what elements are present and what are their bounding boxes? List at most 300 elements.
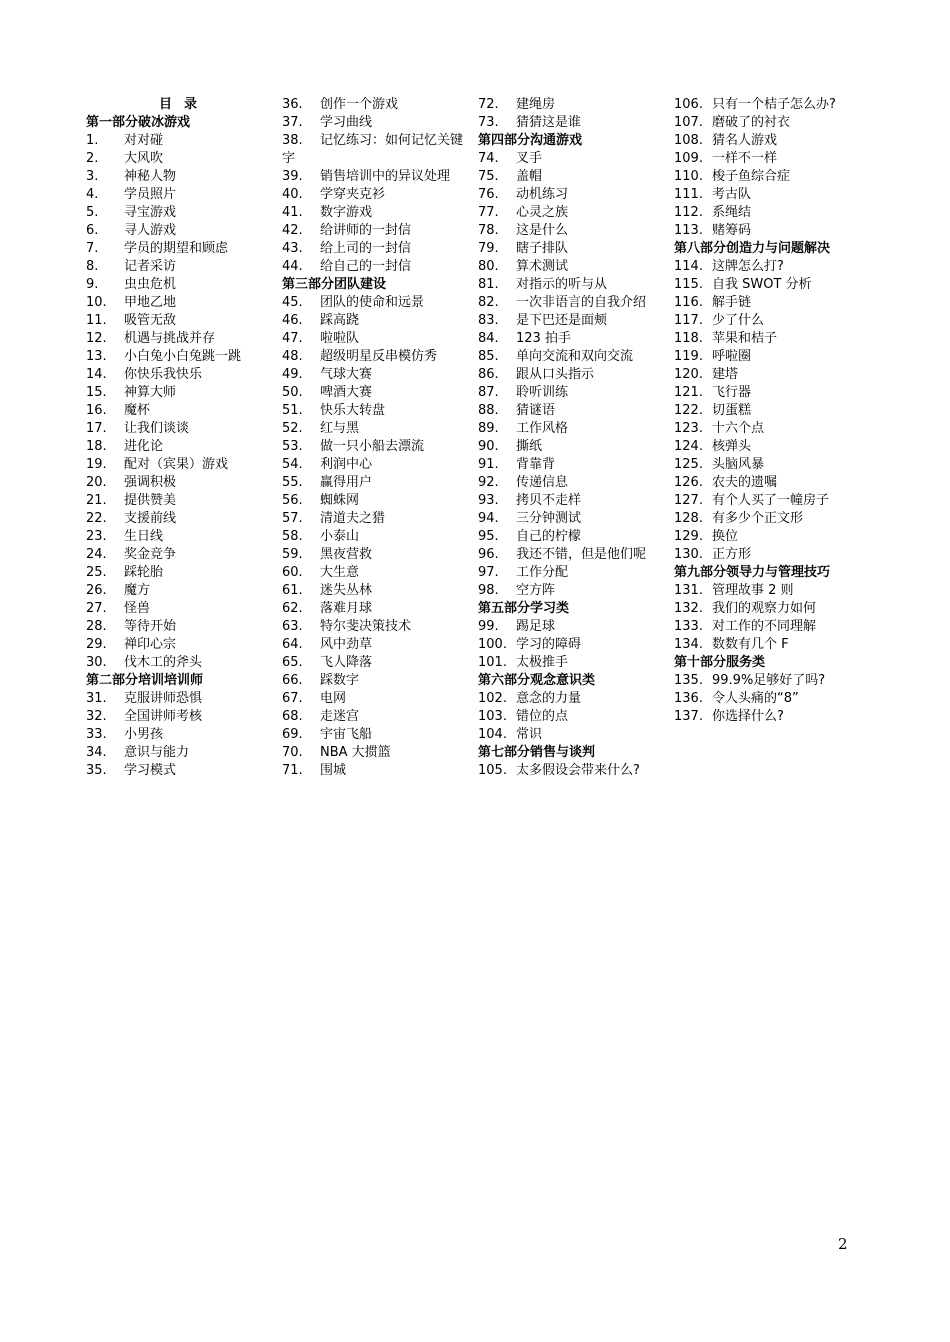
toc-item-label: 工作风格 <box>516 421 569 436</box>
toc-item-number: 62. <box>282 601 303 616</box>
toc-item-number: 10. <box>86 295 107 310</box>
page-number: 2 <box>838 1235 848 1253</box>
toc-item <box>86 564 282 582</box>
toc-item-number: 108. <box>674 133 703 148</box>
toc-item-number: 116. <box>674 295 703 310</box>
toc-item-label: 赌筹码 <box>712 223 752 238</box>
toc-item-label: 少了什么 <box>712 313 765 328</box>
toc-item <box>282 186 478 204</box>
toc-item-number: 104. <box>478 727 507 742</box>
toc-item <box>674 582 870 600</box>
toc-item-label: 你快乐我快乐 <box>124 367 203 382</box>
toc-item-number: 65. <box>282 655 303 670</box>
toc-item-label: 赢得用户 <box>320 475 373 490</box>
toc-item <box>478 186 674 204</box>
toc-item-label: 有个人买了一幢房子 <box>712 493 830 508</box>
toc-item <box>282 474 478 492</box>
toc-item-label: 禅印心宗 <box>124 637 177 652</box>
toc-item <box>674 474 870 492</box>
toc-item-number: 40. <box>282 187 303 202</box>
toc-item-number: 61. <box>282 583 303 598</box>
toc-item <box>478 474 674 492</box>
toc-item-label: 让我们谈谈 <box>124 421 190 436</box>
toc-title: 目录 <box>158 97 209 112</box>
toc-item <box>86 474 282 492</box>
toc-item-label: 神算大师 <box>124 385 177 400</box>
toc-item <box>86 276 282 294</box>
toc-item-label: 团队的使命和远景 <box>320 295 425 310</box>
toc-item <box>282 582 478 600</box>
toc-item-number: 37. <box>282 115 303 130</box>
toc-item-label: 全国讲师考核 <box>124 709 203 724</box>
toc-item-label: 只有一个桔子怎么办? <box>712 97 836 112</box>
toc-item <box>674 276 870 294</box>
toc-item-number: 39. <box>282 169 303 184</box>
toc-item <box>478 546 674 564</box>
toc-item <box>282 744 478 762</box>
toc-item-number: 70. <box>282 745 303 760</box>
toc-item <box>282 456 478 474</box>
toc-item-number: 47. <box>282 331 303 346</box>
toc-item <box>282 258 478 276</box>
toc-item-number: 79. <box>478 241 499 256</box>
toc-item <box>86 744 282 762</box>
toc-item-label: 梭子鱼综合症 <box>712 169 791 184</box>
toc-item-number: 53. <box>282 439 303 454</box>
toc-item-number: 1. <box>86 133 99 148</box>
toc-item <box>86 492 282 510</box>
toc-item-label: 进化论 <box>124 439 164 454</box>
toc-item <box>86 420 282 438</box>
toc-item-label: 提供赞美 <box>124 493 177 508</box>
toc-item-number: 73. <box>478 115 499 130</box>
toc-item-number: 95. <box>478 529 499 544</box>
toc-item-label: 魔杯 <box>124 403 151 418</box>
toc-section-heading: 第九部分领导力与管理技巧 <box>674 565 831 580</box>
toc-item-number: 7. <box>86 241 99 256</box>
toc-item <box>86 438 282 456</box>
toc-section-heading: 第十部分服务类 <box>674 655 766 670</box>
toc-item-number: 42. <box>282 223 303 238</box>
toc-item <box>478 654 674 672</box>
toc-item-label: 学习模式 <box>124 763 177 778</box>
toc-item-label: 对工作的不同理解 <box>712 619 817 634</box>
toc-item-label: 数字游戏 <box>320 205 373 220</box>
toc-item <box>282 204 478 222</box>
toc-item <box>478 294 674 312</box>
toc-item-number: 111. <box>674 187 703 202</box>
toc-item <box>674 348 870 366</box>
toc-column-3 <box>478 96 674 780</box>
toc-item-label: 销售培训中的异议处理 <box>320 169 451 184</box>
toc-item-number: 15. <box>86 385 107 400</box>
toc-item-number: 91. <box>478 457 499 472</box>
toc-item <box>478 222 674 240</box>
toc-item-number: 101. <box>478 655 507 670</box>
toc-item-number: 14. <box>86 367 107 382</box>
toc-item <box>674 600 870 618</box>
toc-item-number: 43. <box>282 241 303 256</box>
toc-item-number: 129. <box>674 529 703 544</box>
toc-item <box>478 366 674 384</box>
toc-item-label: 气球大赛 <box>320 367 373 382</box>
toc-item-label: 清道夫之猎 <box>320 511 386 526</box>
toc-item-number: 107. <box>674 115 703 130</box>
toc-item-label: 对指示的听与从 <box>516 277 608 292</box>
toc-item-number: 86. <box>478 367 499 382</box>
toc-item-label: 创作一个游戏 <box>320 97 399 112</box>
toc-item <box>86 132 282 150</box>
toc-item <box>674 708 870 726</box>
toc-item-label: 给上司的一封信 <box>320 241 412 256</box>
toc-item-label: 学员照片 <box>124 187 177 202</box>
toc-item <box>282 510 478 528</box>
toc-item-number: 51. <box>282 403 303 418</box>
toc-item-number: 34. <box>86 745 107 760</box>
toc-item-label: 甲地乙地 <box>124 295 177 310</box>
toc-item-label: 克服讲师恐惧 <box>124 691 203 706</box>
toc-item-label: 解手链 <box>712 295 752 310</box>
toc-item-number: 23. <box>86 529 107 544</box>
toc-item <box>674 168 870 186</box>
toc-item-number: 57. <box>282 511 303 526</box>
toc-item <box>478 150 674 168</box>
toc-item-number: 126. <box>674 475 703 490</box>
toc-item <box>674 258 870 276</box>
toc-item-label: 磨破了的衬衣 <box>712 115 791 130</box>
toc-item-label: 走迷宫 <box>320 709 360 724</box>
toc-item-label: 意识与能力 <box>124 745 190 760</box>
toc-item-label: 啤酒大赛 <box>320 385 373 400</box>
toc-item-label: 学员的期望和顾虑 <box>124 241 229 256</box>
toc-item-label: 心灵之族 <box>516 205 569 220</box>
toc-item-number: 127. <box>674 493 703 508</box>
toc-item-number: 9. <box>86 277 99 292</box>
toc-item <box>478 348 674 366</box>
toc-item-label: 三分钟测试 <box>516 511 582 526</box>
toc-item <box>282 294 478 312</box>
toc-item-number: 2. <box>86 151 99 166</box>
toc-item <box>478 636 674 654</box>
toc-item-label: 太极推手 <box>516 655 569 670</box>
toc-item <box>478 114 674 132</box>
toc-item-number: 29. <box>86 637 107 652</box>
toc-item-number: 22. <box>86 511 107 526</box>
toc-item-label: 空方阵 <box>516 583 556 598</box>
toc-item <box>478 312 674 330</box>
toc-item-number: 4. <box>86 187 99 202</box>
toc-item-label: 踩数字 <box>320 673 360 688</box>
toc-section-heading: 第一部分破冰游戏 <box>86 115 191 130</box>
toc-item-number: 80. <box>478 259 499 274</box>
toc-item <box>86 510 282 528</box>
toc-item <box>86 618 282 636</box>
toc-item-label: 红与黑 <box>320 421 360 436</box>
toc-item <box>674 96 870 114</box>
toc-item-number: 33. <box>86 727 107 742</box>
toc-item-label: 123 拍手 <box>516 331 571 346</box>
toc-item-number: 77. <box>478 205 499 220</box>
toc-item <box>478 402 674 420</box>
toc-item-number: 102. <box>478 691 507 706</box>
toc-item-label: 吸管无敌 <box>124 313 177 328</box>
toc-item-label: 怪兽 <box>124 601 151 616</box>
toc-item-label: 快乐大转盘 <box>320 403 386 418</box>
toc-item-label: 工作分配 <box>516 565 569 580</box>
toc-item-number: 89. <box>478 421 499 436</box>
toc-item-label: 聆听训练 <box>516 385 569 400</box>
toc-item <box>86 528 282 546</box>
toc-item-number: 66. <box>282 673 303 688</box>
toc-item <box>282 708 478 726</box>
toc-item-number: 120. <box>674 367 703 382</box>
toc-item-label: 我们的观察力如何 <box>712 601 817 616</box>
toc-item-number: 99. <box>478 619 499 634</box>
toc-item-number: 98. <box>478 583 499 598</box>
toc-item <box>282 402 478 420</box>
toc-section-heading: 第八部分创造力与问题解决 <box>674 241 831 256</box>
toc-item-label: 十六个点 <box>712 421 765 436</box>
toc-item-number: 94. <box>478 511 499 526</box>
toc-item <box>282 726 478 744</box>
toc-item-label: 踢足球 <box>516 619 556 634</box>
toc-item-label: 大风吹 <box>124 151 164 166</box>
toc-item-label: 错位的点 <box>516 709 569 724</box>
toc-item <box>674 312 870 330</box>
toc-item <box>86 168 282 186</box>
toc-item <box>674 204 870 222</box>
toc-item <box>282 492 478 510</box>
toc-item-number: 87. <box>478 385 499 400</box>
toc-item <box>674 330 870 348</box>
toc-item-number: 131. <box>674 583 703 598</box>
toc-item-label: 这牌怎么打? <box>712 259 784 274</box>
toc-item-label: 学习曲线 <box>320 115 373 130</box>
toc-item <box>478 618 674 636</box>
toc-item-number: 114. <box>674 259 703 274</box>
toc-item-label: 围城 <box>320 763 347 778</box>
toc-item-number: 74. <box>478 151 499 166</box>
toc-item <box>86 366 282 384</box>
toc-item <box>674 222 870 240</box>
toc-item <box>478 690 674 708</box>
toc-item-label: 虫虫危机 <box>124 277 177 292</box>
toc-item <box>86 456 282 474</box>
toc-item-label: 支援前线 <box>124 511 177 526</box>
toc-item <box>674 528 870 546</box>
toc-item <box>282 366 478 384</box>
toc-item-number: 76. <box>478 187 499 202</box>
toc-item-label: 小男孩 <box>124 727 164 742</box>
toc-item <box>282 600 478 618</box>
toc-item-label: 太多假设会带来什么? <box>516 763 640 778</box>
toc-item <box>674 618 870 636</box>
toc-item <box>86 330 282 348</box>
toc-item-label: 换位 <box>712 529 739 544</box>
toc-item-number: 13. <box>86 349 107 364</box>
toc-item-number: 128. <box>674 511 703 526</box>
toc-item <box>478 168 674 186</box>
toc-item <box>478 708 674 726</box>
toc-item-number: 21. <box>86 493 107 508</box>
toc-item-number: 68. <box>282 709 303 724</box>
toc-item-label: 你选择什么? <box>712 709 784 724</box>
toc-item-number: 52. <box>282 421 303 436</box>
toc-item-number: 67. <box>282 691 303 706</box>
toc-item-number: 38. <box>282 133 303 148</box>
toc-item-number: 59. <box>282 547 303 562</box>
toc-item <box>282 312 478 330</box>
toc-item-number: 16. <box>86 403 107 418</box>
toc-item-label: 迷失丛林 <box>320 583 373 598</box>
toc-item <box>86 402 282 420</box>
toc-item-label: 叉手 <box>516 151 543 166</box>
toc-item <box>282 168 478 186</box>
toc-item-number: 24. <box>86 547 107 562</box>
toc-item-number: 5. <box>86 205 99 220</box>
toc-item <box>282 114 478 132</box>
toc-item <box>86 636 282 654</box>
toc-item-label: 飞行器 <box>712 385 752 400</box>
toc-item <box>282 240 478 258</box>
toc-item <box>478 330 674 348</box>
toc-item <box>478 564 674 582</box>
toc-item <box>478 492 674 510</box>
toc-item-number: 109. <box>674 151 703 166</box>
toc-item-number: 46. <box>282 313 303 328</box>
toc-item-number: 112. <box>674 205 703 220</box>
toc-item-label: 自我 SWOT 分析 <box>712 277 812 292</box>
toc-item-number: 81. <box>478 277 499 292</box>
toc-item <box>86 762 282 780</box>
toc-item <box>674 186 870 204</box>
toc-item-label: 风中劲草 <box>320 637 373 652</box>
toc-item-number: 103. <box>478 709 507 724</box>
toc-item <box>282 420 478 438</box>
toc-item <box>282 636 478 654</box>
toc-item-label: 魔方 <box>124 583 151 598</box>
toc-item-number: 137. <box>674 709 703 724</box>
toc-item-label: 单向交流和双向交流 <box>516 349 634 364</box>
toc-item-number: 118. <box>674 331 703 346</box>
toc-item-label: 一次非语言的自我介绍 <box>516 295 647 310</box>
toc-item <box>282 690 478 708</box>
toc-item-number: 45. <box>282 295 303 310</box>
toc-item-number: 26. <box>86 583 107 598</box>
toc-item-label: 核弹头 <box>712 439 752 454</box>
toc-item <box>282 528 478 546</box>
toc-item-label: 学穿夹克衫 <box>320 187 386 202</box>
toc-item-number: 55. <box>282 475 303 490</box>
toc-item-label: 利润中心 <box>320 457 373 472</box>
toc-item-label: 切蛋糕 <box>712 403 752 418</box>
toc-item-label: 传递信息 <box>516 475 569 490</box>
toc-item-continuation: 字 <box>282 151 296 166</box>
toc-item <box>674 150 870 168</box>
toc-item <box>674 402 870 420</box>
toc-item-label: 头脑风暴 <box>712 457 765 472</box>
toc-item <box>282 96 478 114</box>
toc-item <box>282 348 478 366</box>
toc-item-label: 飞人降落 <box>320 655 373 670</box>
toc-item <box>478 438 674 456</box>
toc-item-number: 30. <box>86 655 107 670</box>
toc-item-label: 神秘人物 <box>124 169 177 184</box>
toc-item-label: 给讲师的一封信 <box>320 223 412 238</box>
toc-item-number: 56. <box>282 493 303 508</box>
toc-item-label: 建绳房 <box>516 97 556 112</box>
toc-item-label: 是下巴还是面颊 <box>516 313 608 328</box>
toc-item-number: 11. <box>86 313 107 328</box>
toc-column-4 <box>674 96 870 726</box>
toc-item <box>86 258 282 276</box>
toc-item-label: 我还不错，但是他们呢 <box>516 547 647 562</box>
toc-item-number: 19. <box>86 457 107 472</box>
toc-item-label: 猜谜语 <box>516 403 556 418</box>
toc-item <box>86 348 282 366</box>
toc-item-number: 119. <box>674 349 703 364</box>
toc-item <box>86 726 282 744</box>
toc-item <box>282 654 478 672</box>
toc-item-number: 20. <box>86 475 107 490</box>
toc-item-number: 8. <box>86 259 99 274</box>
toc-item-label: 奖金竞争 <box>124 547 177 562</box>
toc-item-number: 136. <box>674 691 703 706</box>
toc-item-label: 小白兔小白兔跳一跳 <box>124 349 242 364</box>
toc-item-number: 96. <box>478 547 499 562</box>
toc-item-number: 18. <box>86 439 107 454</box>
toc-item-number: 48. <box>282 349 303 364</box>
toc-item-label: 小泰山 <box>320 529 360 544</box>
toc-item-label: 生日线 <box>124 529 164 544</box>
toc-item-number: 88. <box>478 403 499 418</box>
toc-item-number: 49. <box>282 367 303 382</box>
toc-item-label: 呼啦圈 <box>712 349 752 364</box>
toc-item-number: 110. <box>674 169 703 184</box>
toc-item-number: 122. <box>674 403 703 418</box>
toc-item-label: 寻人游戏 <box>124 223 177 238</box>
toc-item-label: 大生意 <box>320 565 360 580</box>
toc-item-number: 12. <box>86 331 107 346</box>
toc-item-number: 75. <box>478 169 499 184</box>
toc-item <box>86 222 282 240</box>
toc-item <box>282 384 478 402</box>
toc-item-label: 等待开始 <box>124 619 177 634</box>
toc-item-number: 115. <box>674 277 703 292</box>
toc-item <box>86 384 282 402</box>
toc-item <box>282 330 478 348</box>
toc-item <box>478 762 674 780</box>
toc-item-label: 做一只小船去漂流 <box>320 439 425 454</box>
toc-item-number: 69. <box>282 727 303 742</box>
toc-item-label: 啦啦队 <box>320 331 360 346</box>
toc-section-heading: 第三部分团队建设 <box>282 277 387 292</box>
toc-item-label: 踩高跷 <box>320 313 360 328</box>
toc-item <box>86 654 282 672</box>
toc-item-number: 31. <box>86 691 107 706</box>
toc-item <box>478 420 674 438</box>
toc-item-label: 盖帽 <box>516 169 543 184</box>
toc-item-number: 134. <box>674 637 703 652</box>
toc-item <box>282 564 478 582</box>
toc-item-number: 44. <box>282 259 303 274</box>
toc-column-1 <box>86 96 282 780</box>
toc-item-number: 28. <box>86 619 107 634</box>
toc-item-number: 85. <box>478 349 499 364</box>
toc-item-number: 97. <box>478 565 499 580</box>
toc-item-label: 超级明星反串模仿秀 <box>320 349 438 364</box>
toc-item-number: 106. <box>674 97 703 112</box>
